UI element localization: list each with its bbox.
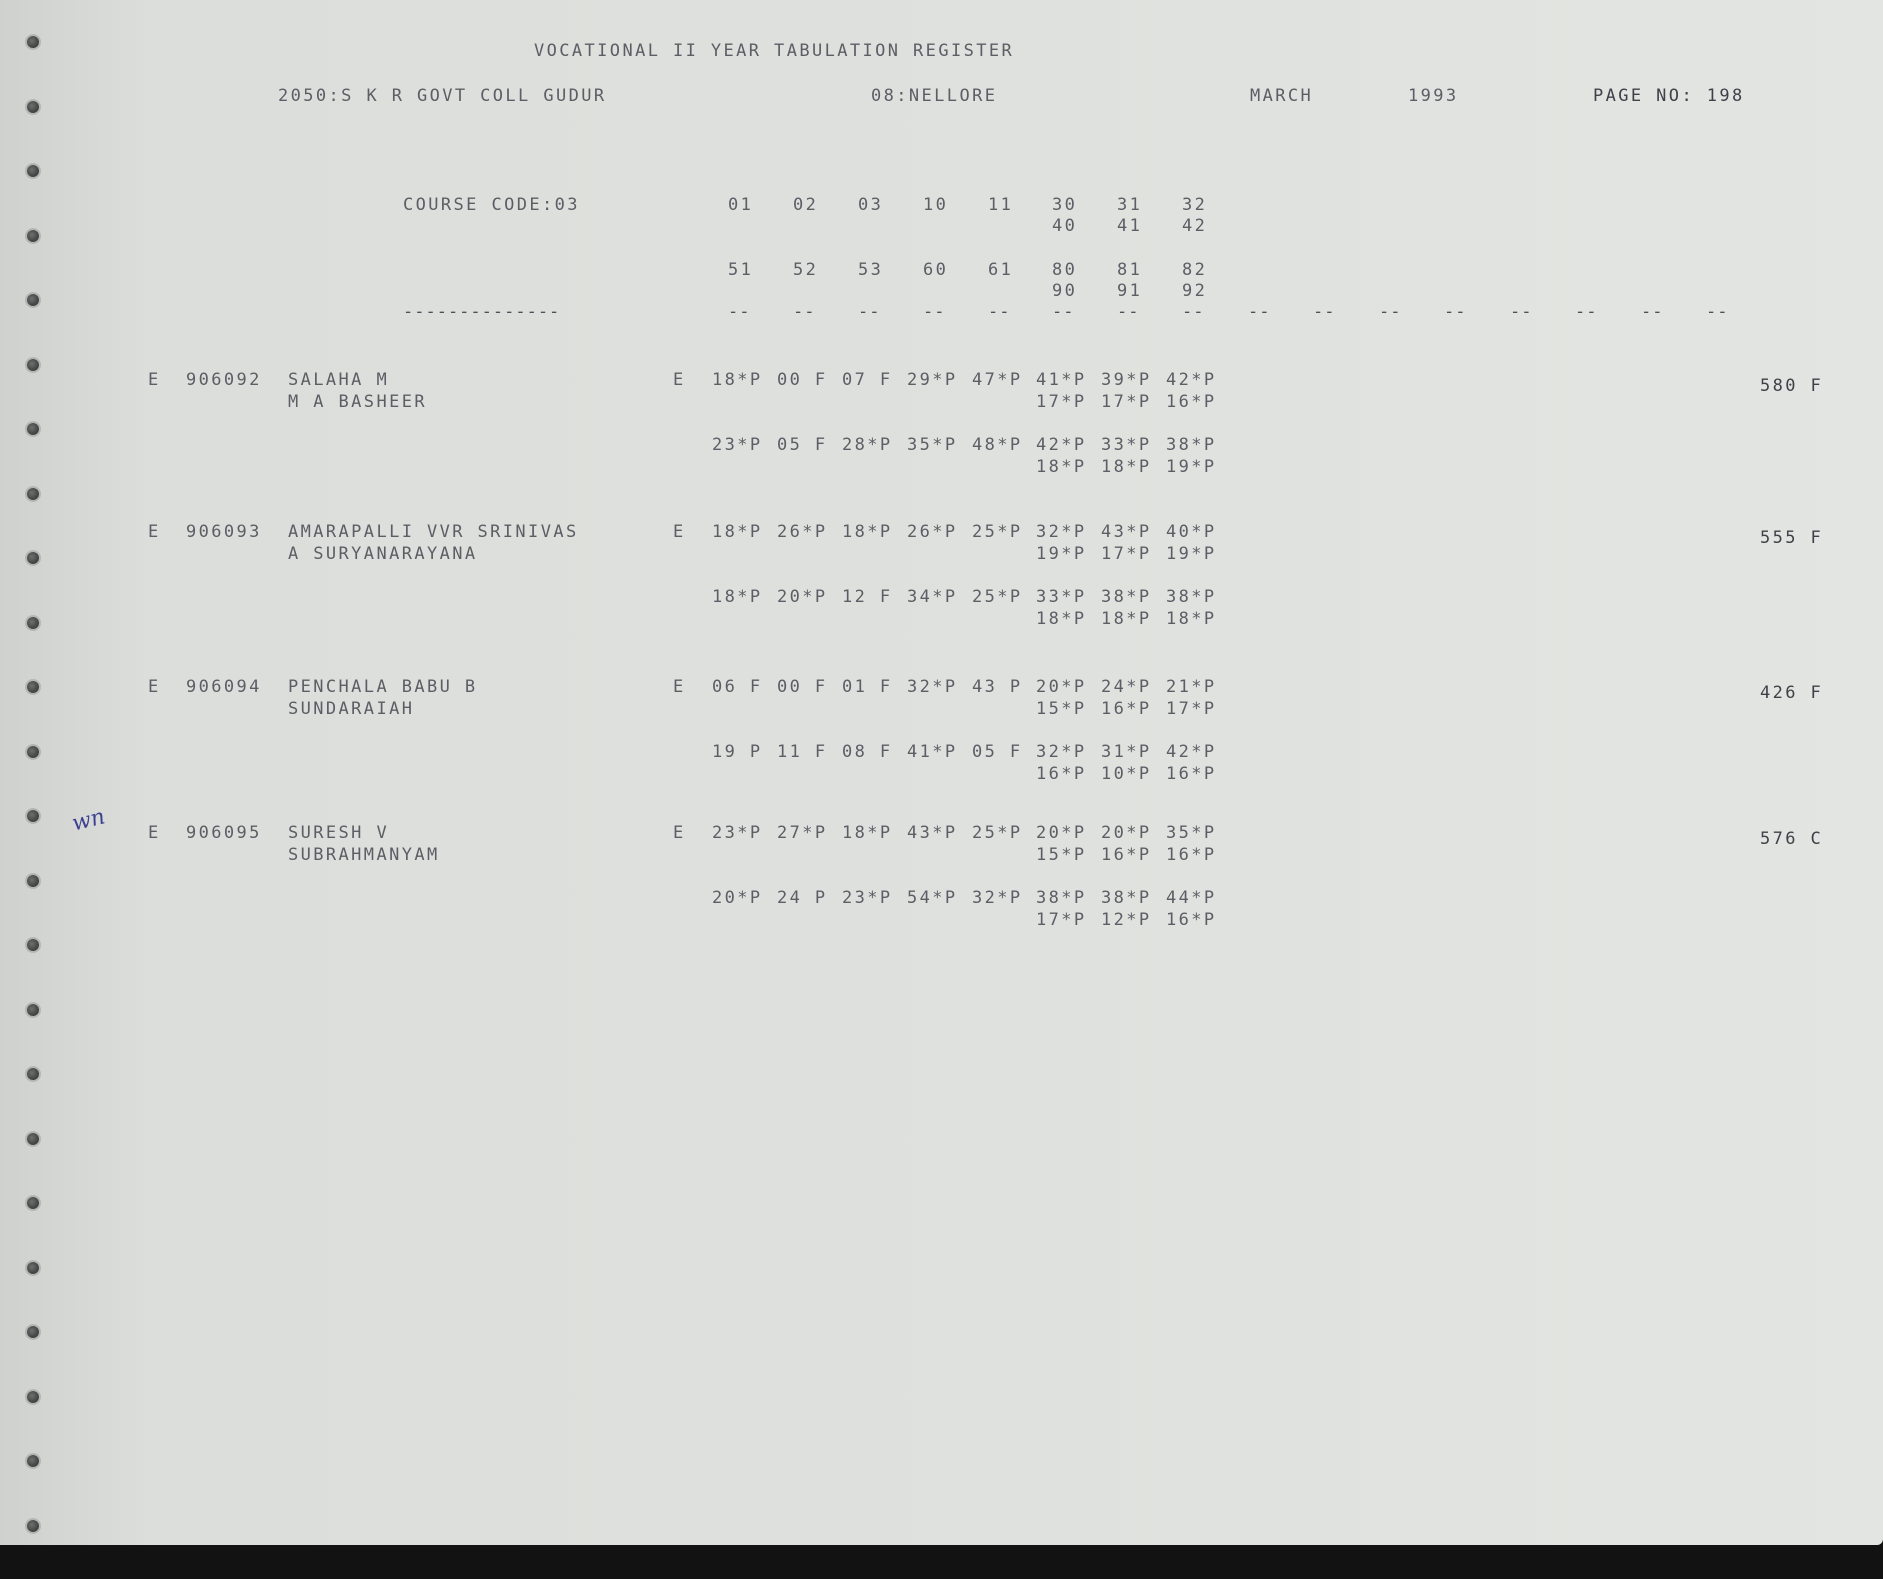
mark-cell: 20*P [777,587,828,607]
mark-cell: 20*P [712,888,763,908]
mark-cell: 38*P [1166,587,1217,607]
feed-hole [27,1520,39,1532]
mark-cell: 43 P [972,677,1023,697]
subject-code: 90 [1052,281,1078,301]
feed-hole [27,1391,39,1403]
column-underline: -- [923,302,946,322]
feed-hole [27,294,39,306]
medium-flag: E [673,370,686,390]
parent-name: M A BASHEER [288,392,427,412]
feed-hole [27,1197,39,1209]
mark-cell: 38*P [1036,888,1087,908]
feed-hole [27,617,39,629]
mark-cell: 18*P [712,370,763,390]
column-underline: -- [858,302,881,322]
mark-cell: 12*P [1101,910,1152,930]
mark-cell: 19 P [712,742,763,762]
mark-cell: 18*P [1036,609,1087,629]
subject-code: 11 [988,195,1014,215]
mark-cell: 41*P [1036,370,1087,390]
column-underline: -- [1641,302,1664,322]
column-underline: -- [1706,302,1729,322]
mark-cell: 24 P [777,888,828,908]
mark-cell: 18*P [1101,609,1152,629]
mark-cell: 32*P [972,888,1023,908]
mark-cell: 18*P [712,522,763,542]
total-result: 555 F [1760,528,1824,548]
mark-cell: 42*P [1166,742,1217,762]
mark-cell: 21*P [1166,677,1217,697]
column-underline: -- [1575,302,1598,322]
mark-cell: 16*P [1101,845,1152,865]
feed-hole [27,359,39,371]
tractor-feed-strip [0,0,70,1545]
parent-name: SUBRAHMANYAM [288,845,440,865]
mark-cell: 42*P [1166,370,1217,390]
column-underline: -- [988,302,1011,322]
mark-cell: 10*P [1101,764,1152,784]
total-result: 426 F [1760,683,1824,703]
mark-cell: 19*P [1166,544,1217,564]
mark-cell: 44*P [1166,888,1217,908]
column-underline: -- [1248,302,1271,322]
subject-code: 80 [1052,260,1078,280]
register-number: 906092 [186,370,262,390]
mark-cell: 17*P [1101,544,1152,564]
total-result: 576 C [1760,829,1824,849]
feed-hole [27,488,39,500]
feed-hole [27,1068,39,1080]
mark-cell: 19*P [1166,457,1217,477]
mark-cell: 31*P [1101,742,1152,762]
feed-hole [27,875,39,887]
mark-cell: 28*P [842,435,893,455]
mark-cell: 01 F [842,677,893,697]
entry-flag: E [148,823,161,843]
medium-flag: E [673,823,686,843]
mark-cell: 20*P [1036,823,1087,843]
handwritten-mark: wn [69,804,108,837]
mark-cell: 25*P [972,522,1023,542]
subject-code: 60 [923,260,949,280]
subject-code: 02 [793,195,819,215]
mark-cell: 00 F [777,677,828,697]
mark-cell: 16*P [1166,764,1217,784]
parent-name: A SURYANARAYANA [288,544,478,564]
course-underline: -------------- [403,302,561,322]
feed-hole [27,165,39,177]
mark-cell: 17*P [1036,392,1087,412]
feed-hole [27,101,39,113]
column-underline: -- [1052,302,1075,322]
medium-flag: E [673,677,686,697]
mark-cell: 25*P [972,823,1023,843]
mark-cell: 16*P [1101,699,1152,719]
feed-hole [27,1133,39,1145]
subject-code: 03 [858,195,884,215]
subject-code: 42 [1182,216,1208,236]
subject-code: 81 [1117,260,1143,280]
column-underline: -- [1379,302,1402,322]
exam-month: MARCH [1250,86,1314,106]
mark-cell: 33*P [1036,587,1087,607]
mark-cell: 38*P [1166,435,1217,455]
feed-hole [27,1262,39,1274]
mark-cell: 06 F [712,677,763,697]
subject-code: 52 [793,260,819,280]
mark-cell: 38*P [1101,888,1152,908]
feed-hole [27,552,39,564]
register-number: 906093 [186,522,262,542]
entry-flag: E [148,522,161,542]
mark-cell: 25*P [972,587,1023,607]
mark-cell: 17*P [1166,699,1217,719]
parent-name: SUNDARAIAH [288,699,415,719]
mark-cell: 39*P [1101,370,1152,390]
mark-cell: 23*P [712,823,763,843]
mark-cell: 18*P [712,587,763,607]
subject-code: 01 [728,195,754,215]
mark-cell: 05 F [972,742,1023,762]
subject-code: 32 [1182,195,1208,215]
student-name: SALAHA M [288,370,390,390]
feed-hole [27,939,39,951]
mark-cell: 43*P [1101,522,1152,542]
total-result: 580 F [1760,376,1824,396]
mark-cell: 16*P [1166,392,1217,412]
feed-hole [27,230,39,242]
column-underline: -- [1117,302,1140,322]
column-underline: -- [1313,302,1336,322]
mark-cell: 26*P [907,522,958,542]
entry-flag: E [148,370,161,390]
subject-code: 31 [1117,195,1143,215]
mark-cell: 41*P [907,742,958,762]
mark-cell: 43*P [907,823,958,843]
column-underline: -- [1444,302,1467,322]
mark-cell: 29*P [907,370,958,390]
subject-code: 41 [1117,216,1143,236]
mark-cell: 17*P [1101,392,1152,412]
subject-code: 61 [988,260,1014,280]
subject-code: 53 [858,260,884,280]
mark-cell: 23*P [712,435,763,455]
mark-cell: 05 F [777,435,828,455]
mark-cell: 20*P [1036,677,1087,697]
feed-hole [27,746,39,758]
mark-cell: 00 F [777,370,828,390]
mark-cell: 33*P [1101,435,1152,455]
mark-cell: 32*P [907,677,958,697]
mark-cell: 26*P [777,522,828,542]
medium-flag: E [673,522,686,542]
feed-hole [27,810,39,822]
entry-flag: E [148,677,161,697]
subject-code: 40 [1052,216,1078,236]
mark-cell: 16*P [1166,845,1217,865]
college-code: 2050:S K R GOVT COLL GUDUR [278,86,607,106]
mark-cell: 23*P [842,888,893,908]
subject-code: 10 [923,195,949,215]
mark-cell: 18*P [1166,609,1217,629]
column-underline: -- [1510,302,1533,322]
feed-hole [27,1326,39,1338]
mark-cell: 18*P [1036,457,1087,477]
mark-cell: 16*P [1036,764,1087,784]
mark-cell: 35*P [907,435,958,455]
register-title: VOCATIONAL II YEAR TABULATION REGISTER [534,41,1015,61]
mark-cell: 19*P [1036,544,1087,564]
feed-hole [27,423,39,435]
feed-hole [27,681,39,693]
mark-cell: 18*P [842,823,893,843]
mark-cell: 54*P [907,888,958,908]
mark-cell: 20*P [1101,823,1152,843]
mark-cell: 18*P [1101,457,1152,477]
mark-cell: 15*P [1036,699,1087,719]
mark-cell: 35*P [1166,823,1217,843]
mark-cell: 34*P [907,587,958,607]
feed-hole [27,36,39,48]
mark-cell: 16*P [1166,910,1217,930]
column-underline: -- [1182,302,1205,322]
student-name: SURESH V [288,823,390,843]
district-code: 08:NELLORE [871,86,998,106]
mark-cell: 38*P [1101,587,1152,607]
subject-code: 91 [1117,281,1143,301]
subject-code: 82 [1182,260,1208,280]
mark-cell: 42*P [1036,435,1087,455]
mark-cell: 17*P [1036,910,1087,930]
mark-cell: 11 F [777,742,828,762]
subject-code: 51 [728,260,754,280]
exam-year: 1993 [1408,86,1459,106]
mark-cell: 27*P [777,823,828,843]
course-code: COURSE CODE:03 [403,195,580,215]
register-number: 906095 [186,823,262,843]
mark-cell: 07 F [842,370,893,390]
column-underline: -- [728,302,751,322]
feed-hole [27,1455,39,1467]
mark-cell: 47*P [972,370,1023,390]
mark-cell: 12 F [842,587,893,607]
mark-cell: 32*P [1036,742,1087,762]
mark-cell: 48*P [972,435,1023,455]
student-name: AMARAPALLI VVR SRINIVAS [288,522,579,542]
mark-cell: 32*P [1036,522,1087,542]
mark-cell: 18*P [842,522,893,542]
mark-cell: 24*P [1101,677,1152,697]
feed-hole [27,1004,39,1016]
column-underline: -- [793,302,816,322]
subject-code: 30 [1052,195,1078,215]
subject-code: 92 [1182,281,1208,301]
register-number: 906094 [186,677,262,697]
page-number: PAGE NO: 198 [1593,86,1745,106]
mark-cell: 15*P [1036,845,1087,865]
mark-cell: 08 F [842,742,893,762]
mark-cell: 40*P [1166,522,1217,542]
student-name: PENCHALA BABU B [288,677,478,697]
